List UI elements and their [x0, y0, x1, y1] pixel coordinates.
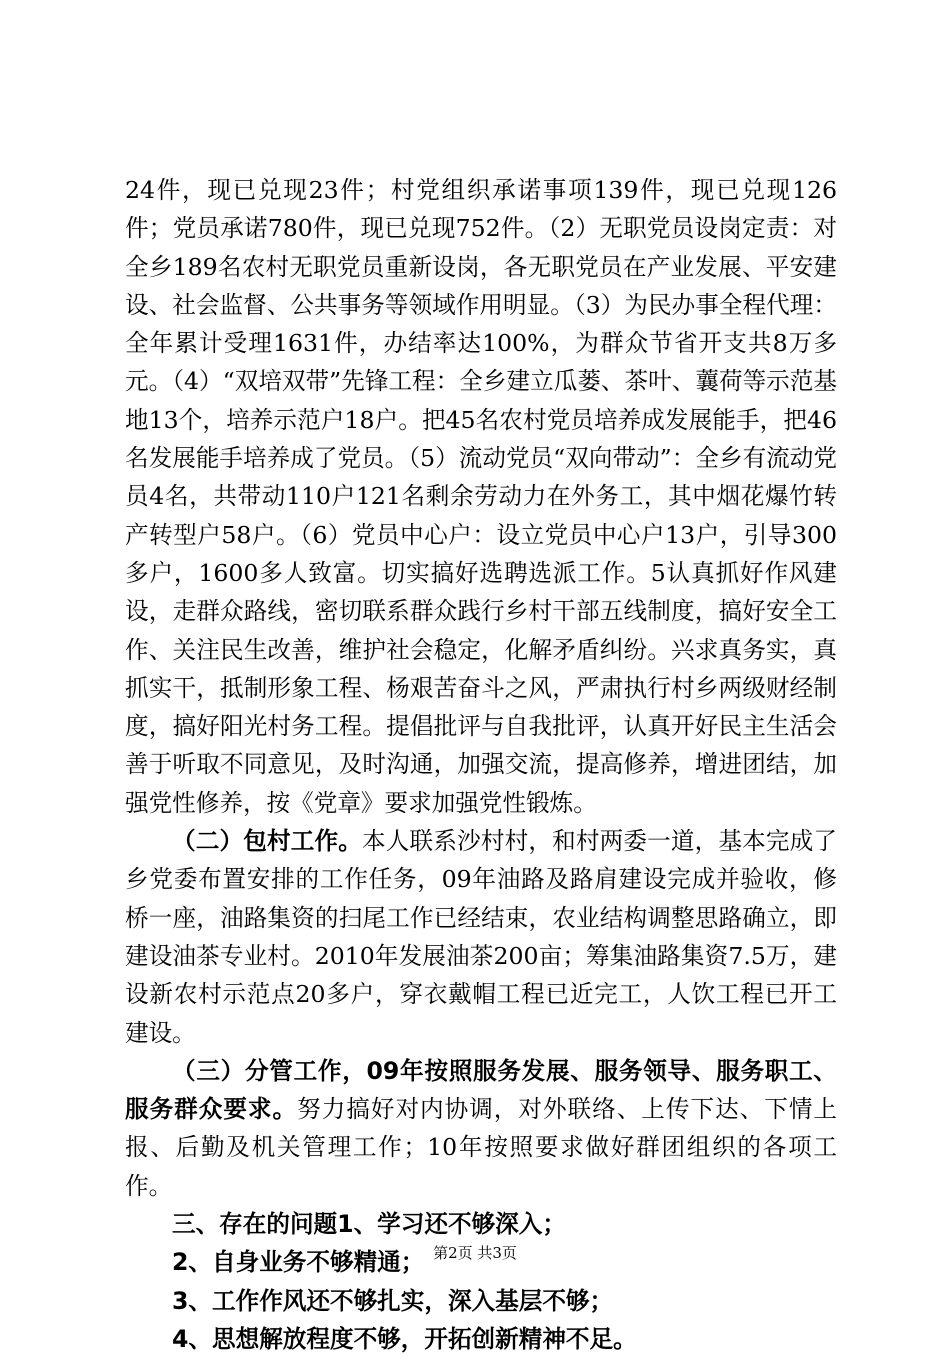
paragraph-managed-work-heading: （三）分管工作，09年按照服务发展、服务领导、服务职工、服务群众要求。 — [125, 1056, 837, 1124]
problem-item: 4、思想解放程度不够，开拓创新精神不足。 — [172, 1324, 637, 1353]
paragraph-village-work — [125, 822, 837, 1052]
paragraph-party-commitments: 24件，现已兑现23件；村党组织承诺事项139件，现已兑现126件；党员承诺780件，现已兑现752件。（2）无职党员设岗定责：对全乡189名农村无职党员重新设岗，各无职党员在产业发展、平安建设、社会监督、公共事务等领域作用明显。（3）为民办事全程代理：全年累计受理1631件，办结率达100%，为群众节省开支共8万多元。（4）“双培双带”先锋工程：全乡建立瓜蒌、茶叶、蘘荷等示范基地13个，培养示范户18户。把45名农村党员培养成发展能手，把46名发展能手培养成了党员。（5）流动党员“双向带动”：全乡有流动党员4名，共带动110户121名剩余劳动力在外务工，其中烟花爆竹转产转型户58户。（6）党员中心户：设立党员中心户13户，引导300多户，1600多人致富。切实搞好选聘选派工作。5认真抓好作风建设，走群众路线，密切联系群众践行乡村干部五线制度，搞好安全工作、关注民生改善，维护社会稳定，化解矛盾纠纷。兴求真务实，真抓实干，抵制形象工程、杨艰苦奋斗之风，严肃执行村乡两级财经制度，搞好阳光村务工程。提倡批评与自我批评，认真开好民主生活会善于听取不同意见，及时沟通，加强交流，提高修养，增进团结，加强党性修养，按《党章》要求加强党性锻炼。 — [125, 176, 837, 817]
paragraph-village-work-body: 本人联系沙村村，和村两委一道，基本完成了乡党委布置安排的工作任务，09年油路及路肩建设完成并验收，修桥一座，油路集资的扫尾工作已经结束，农业结构调整思路确立，即建设油茶专业村。2010年发展油茶200亩；筹集油路集资7.5万，建设新农村示范点20多户，穿衣戴帽工程已近完工，人饮工程已开工建设。 — [125, 827, 837, 1047]
problem-item: 三、存在的问题1、学习还不够深入； — [172, 1210, 566, 1239]
page-number-label: 第2页 共3页 — [433, 1244, 517, 1262]
problem-item: 2、自身业务不够精通； — [172, 1248, 425, 1277]
paragraph-village-work-heading: （二）包村工作。 — [172, 827, 363, 856]
problem-item: 3、工作作风还不够扎实，深入基层不够； — [172, 1286, 614, 1315]
page-footer — [0, 1243, 950, 1263]
paragraph-managed-work — [125, 1052, 837, 1205]
document-body — [125, 171, 837, 1358]
paragraph-managed-work-body: 努力搞好对内协调，对外联络、上传下达、下情上报、后勤及机关管理工作；10年按照要求做好群团组织的各项工作。 — [125, 1095, 838, 1200]
